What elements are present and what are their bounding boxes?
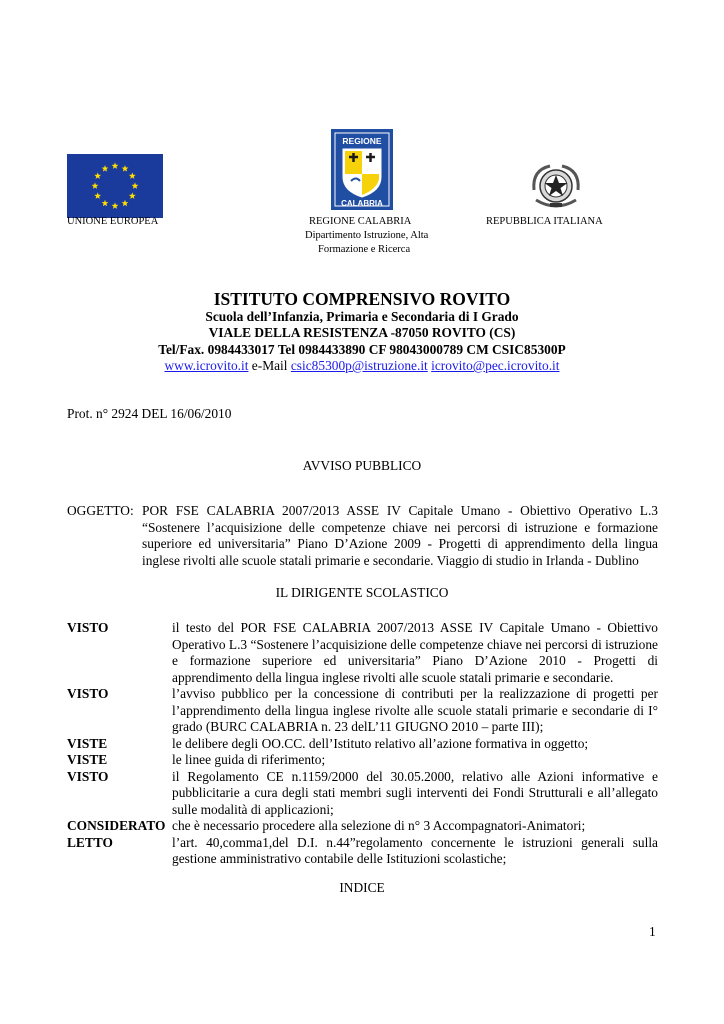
school-line2: VIALE DELLA RESISTENZA -87050 ROVITO (CS) [208, 325, 516, 340]
premise-item [67, 835, 658, 868]
calabria-badge-bottom: CALABRIA [341, 199, 383, 208]
pec-link[interactable]: icrovito@pec.icrovito.it [431, 358, 560, 373]
premise-text: l’avviso pubblico per la concessione di contributi per la realizzazione di progetti per l’apprendimento della lingua inglese rivolte alle scuole statali primarie e secondarie di I° grado (BURC CALABRIA n. 23 delL’11 GIUGNO 2010 – parte III); [172, 686, 658, 734]
premise-text: che è necessario procedere alla selezione di n° 3 Accompagnatori-Animatori; [172, 818, 586, 833]
oggetto-text: POR FSE CALABRIA 2007/2013 ASSE IV Capitale Umano - Obiettivo Operativo L.3 “Sostenere l’acquisizione delle competenze chiave nei percorsi di istruzione e formazione superiore ed universitaria” Piano D’Azione 2009 - Progetti di apprendimento della lingua inglese rivolti alle scuole statali primarie e secondarie. Viaggio di studio in Irlanda - Dublino [142, 503, 658, 568]
premise-item [67, 818, 658, 835]
premise-text: il Regolamento CE n.1159/2000 del 30.05.2000, relativo alle Azioni informative e pubblicitarie a cura degli stati membri sugli interventi dei Fondi Strutturali e all’allegato sulle modalità di applicazioni; [172, 768, 658, 817]
premise-label: VISTO [67, 686, 109, 701]
contact-line [0, 358, 724, 374]
calabria-crest-icon [331, 129, 393, 210]
oggetto-label: OGGETTO: [67, 503, 134, 518]
italian-emblem-icon [530, 160, 582, 212]
calabria-dept-line2: Formazione e Ricerca [318, 244, 411, 255]
email-link[interactable]: csic85300p@istruzione.it [290, 358, 428, 373]
premise-label: VISTE [67, 752, 108, 767]
calabria-dept-line1: Dipartimento Istruzione, Alta [305, 230, 429, 241]
page-number: 1 [649, 924, 656, 939]
premise-text: il testo del POR FSE CALABRIA 2007/2013 ASSE IV Capitale Umano - Obiettivo Operativo L.3 “Sostenere l’acquisizione delle competenze chiave nei percorsi di istruzione e formazione superiore ed universitaria” Piano D’Azione 2010 - Progetti di apprendimento della lingua inglese rivolti alle scuole statali primarie e secondarie. [172, 620, 658, 685]
school-line3: Tel/Fax. 0984433017 Tel 0984433890 CF 98043000789 CM CSIC85300P [158, 342, 566, 357]
dirigente-heading: IL DIRIGENTE SCOLASTICO [275, 585, 449, 600]
calabria-badge-top: REGIONE [342, 136, 382, 146]
premise-label: LETTO [67, 834, 113, 850]
calabria-caption: REGIONE CALABRIA [309, 216, 412, 227]
eu-caption: UNIONE EUROPEA [67, 216, 159, 227]
premise-text: le delibere degli OO.CC. dell’Istituto relativo all’azione formativa in oggetto; [172, 735, 589, 751]
school-line1: Scuola dell’Infanzia, Primaria e Secondaria di I Grado [205, 309, 519, 324]
premise-label: VISTO [67, 620, 109, 635]
premise-text: l’art. 40,comma1,del D.I. n.44”regolamento concernente le istruzioni generali sulla gestione amministrativo contabile delle Istituzioni scolastiche; [172, 834, 658, 866]
premise-item [67, 752, 658, 769]
premise-label: VISTO [67, 768, 109, 784]
email-label: e-Mail [251, 358, 288, 373]
premises-list [67, 620, 658, 868]
school-name: ISTITUTO COMPRENSIVO ROVITO [213, 289, 511, 309]
premise-item [67, 736, 658, 753]
indice-heading: INDICE [339, 880, 385, 895]
premise-text: le linee guida di riferimento; [172, 752, 326, 767]
notice-title: AVVISO PUBBLICO [302, 458, 422, 473]
italia-caption: REPUBBLICA ITALIANA [486, 216, 603, 227]
premise-label: VISTE [67, 735, 108, 751]
premise-item [67, 686, 658, 736]
protocol-number: Prot. n° 2924 DEL 16/06/2010 [67, 406, 232, 421]
website-link[interactable]: www.icrovito.it [164, 358, 249, 373]
premise-item [67, 769, 658, 819]
premise-item [67, 620, 658, 686]
premise-label: CONSIDERATO [67, 818, 166, 833]
eu-flag-icon [67, 154, 163, 218]
